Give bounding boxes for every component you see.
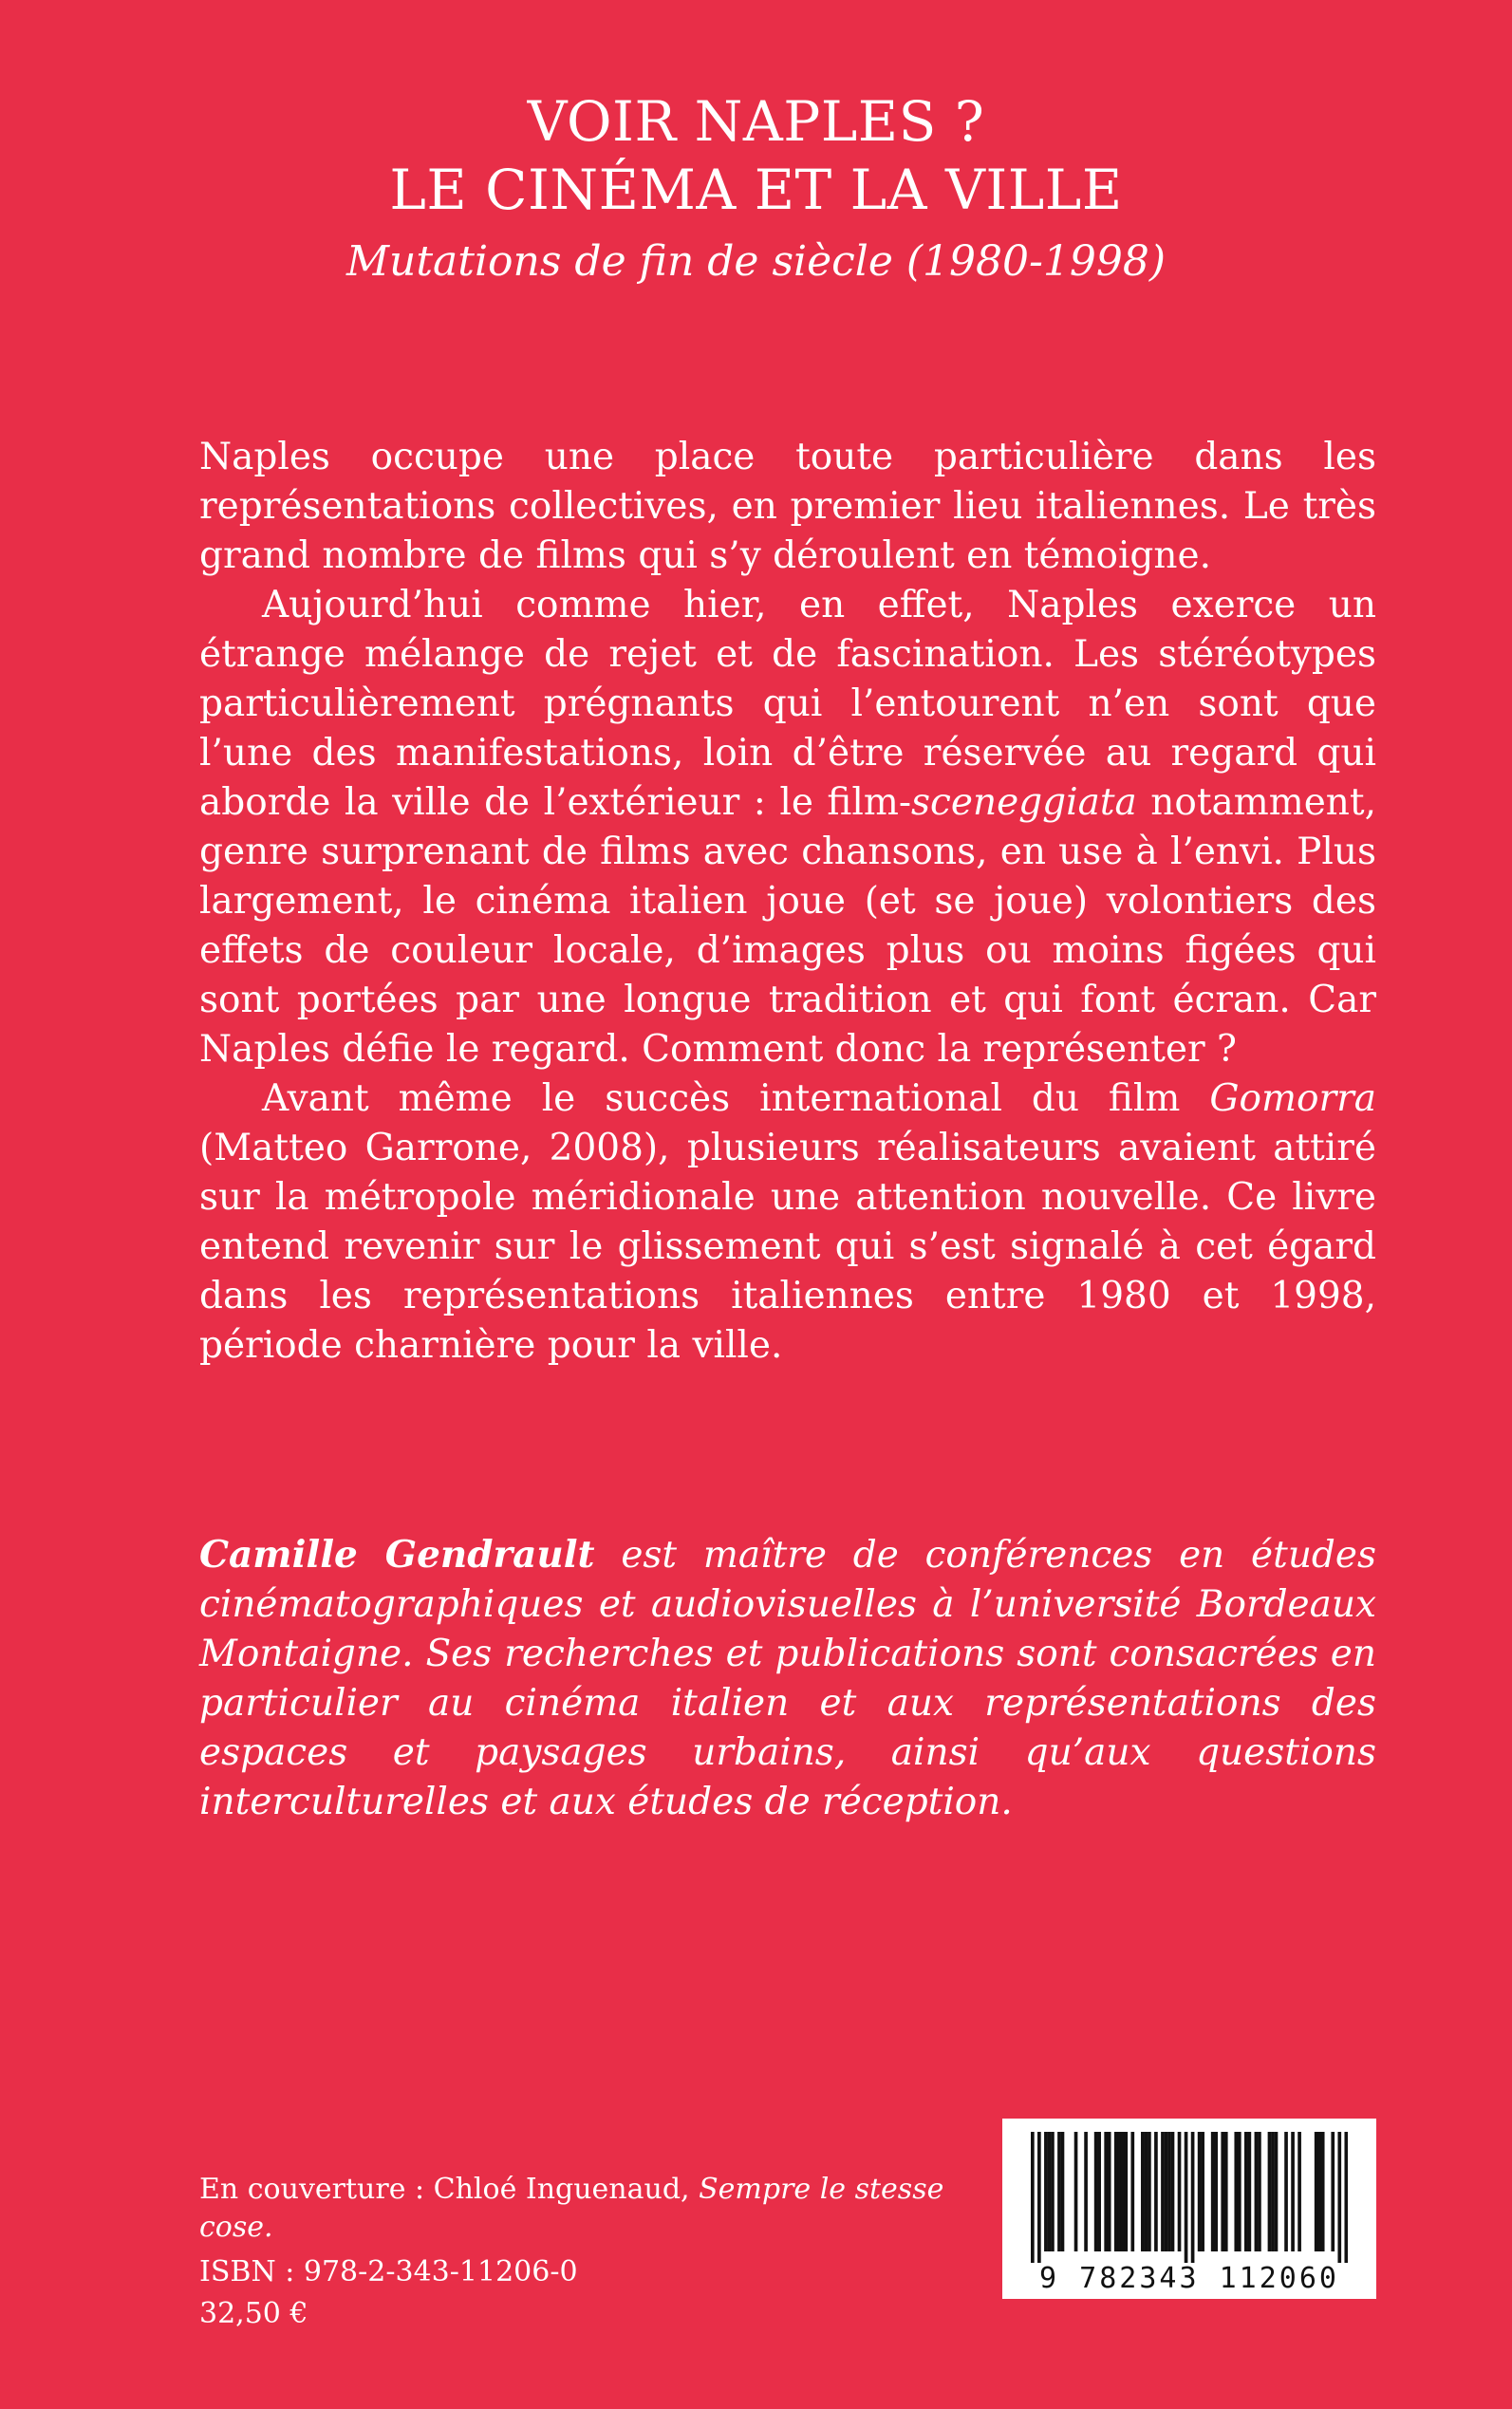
barcode-bar [1048,2132,1052,2251]
barcode-bar [1057,2132,1061,2251]
cover-artwork-title: Sempre le stesse cose. [199,2173,944,2244]
barcode-bar [1167,2132,1171,2251]
description-paragraph-1: Naples occupe une place toute particulière dans les représentations collectives, en premier lieu italiennes. Le très grand nombre de films qui s’y déroulent en témoigne. [199,436,1376,577]
barcode-bar [1044,2132,1048,2251]
title-block [0,87,1512,289]
barcode-bar [1234,2132,1238,2251]
barcode-bar [1238,2132,1241,2251]
description-paragraph-2-emphasis: sceneggiata [911,781,1137,824]
barcode-bar [1051,2132,1055,2251]
barcode-bar [1315,2132,1318,2251]
barcode-bar [1268,2132,1272,2251]
barcode-bar [1154,2132,1158,2251]
barcode-bar [1337,2132,1341,2263]
barcode-bar [1321,2132,1325,2251]
description-paragraph-2-text-after: notamment, genre surprenant de films avec chansons, en use à l’envi. Plus largement, le cinéma italien joue (et se joue) volontiers des effets de couleur locale, d’images plus ou moins figées qui sont portées par une longue tradition et qui font écran. Car Naples défie le regard. Comment donc la représenter ? [199,781,1376,1071]
barcode-bar [1291,2132,1295,2251]
book-title-line-1: VOIR NAPLES ? [527,89,985,154]
cover-credit [199,2171,978,2247]
barcode-bar [1114,2132,1118,2251]
book-title-line-2: LE CINÉMA ET LA VILLE [389,158,1123,222]
barcode-bar [1161,2132,1165,2251]
barcode-bar [1191,2132,1195,2263]
author-bio [199,1530,1376,1827]
price: 32,50 € [199,2297,308,2330]
cover-credit-prefix: En couverture : Chloé Inguenaud, [199,2173,700,2206]
barcode-bar [1224,2132,1228,2251]
barcode-bar [1031,2132,1035,2263]
barcode [1002,2119,1376,2299]
barcode-bar [1117,2132,1121,2251]
barcode-digits: 9 782343 112060 [1039,2262,1339,2295]
barcode-bar [1211,2132,1215,2251]
barcode-bar [1084,2132,1088,2251]
barcode-bars [1031,2132,1348,2263]
barcode-bar [1124,2132,1128,2251]
barcode-bar [1198,2132,1202,2251]
description-paragraph-3 [199,1074,1376,1371]
barcode-bar [1214,2132,1218,2251]
isbn: ISBN : 978-2-343-11206-0 [199,2255,578,2288]
barcode-bar [1178,2132,1182,2251]
barcode-bar [1094,2132,1098,2251]
barcode-bar [1275,2132,1279,2251]
book-description [199,433,1376,1371]
barcode-bar [1148,2132,1151,2251]
barcode-bar [1258,2132,1261,2251]
barcode-bar [1097,2132,1101,2251]
barcode-bar [1221,2132,1224,2251]
barcode-bar [1061,2132,1065,2251]
barcode-bar [1104,2132,1108,2251]
description-paragraph-2 [199,581,1376,1074]
barcode-bar [1201,2132,1204,2251]
barcode-bar [1271,2132,1275,2251]
barcode-bar [1344,2132,1348,2263]
barcode-bar [1248,2132,1252,2251]
barcode-bar [1284,2132,1288,2251]
barcode-bar [1108,2132,1111,2251]
barcode-bar [1171,2132,1175,2251]
barcode-bar [1130,2132,1134,2251]
description-paragraph-2-text-before: Aujourd’hui comme hier, en effet, Naples exerce un étrange mélange de rejet et de fascination. Les stéréotypes particulièrement prégnants qui l’entourent n’en sont que l’une des manifestations, loin d’être réservée au regard qui aborde la ville de l’extérieur : le film- [199,584,1376,824]
barcode-bar [1074,2132,1078,2251]
barcode-bar [1317,2132,1321,2251]
barcode-bar [1141,2132,1145,2251]
description-paragraph-3-text-before: Avant même le succès international du film [262,1077,1210,1120]
author-bio-text: est maître de conférences en études cinématographiques et audiovisuelles à l’université Bordeaux Montaigne. Ses recherches et publications sont consacrées en particulier au cinéma italien et aux représentations des espaces et paysages urbains, ainsi qu’aux questions interculturelles et aux études de réception. [199,1534,1376,1823]
barcode-bar [1121,2132,1125,2251]
barcode-bar [1297,2132,1301,2251]
book-subtitle: Mutations de fin de siècle (1980-1998) [345,237,1167,286]
author-name: Camille Gendrault [199,1533,595,1577]
barcode-bar [1145,2132,1148,2251]
barcode-bar [1244,2132,1248,2251]
barcode-bar [1037,2132,1041,2263]
description-paragraph-3-text-after: (Matteo Garrone, 2008), plusieurs réalisateurs avaient attiré sur la métropole méridionale une attention nouvelle. Ce livre entend revenir sur le glissement qui s’est signalé à cet égard dans les représentations italiennes entre 1980 et 1998, période charnière pour la ville. [199,1127,1376,1367]
barcode-bar [1185,2132,1188,2263]
description-paragraph-3-emphasis: Gomorra [1209,1077,1376,1120]
barcode-bar [1165,2132,1168,2251]
barcode-bar [1331,2132,1335,2251]
barcode-bar [1255,2132,1259,2251]
